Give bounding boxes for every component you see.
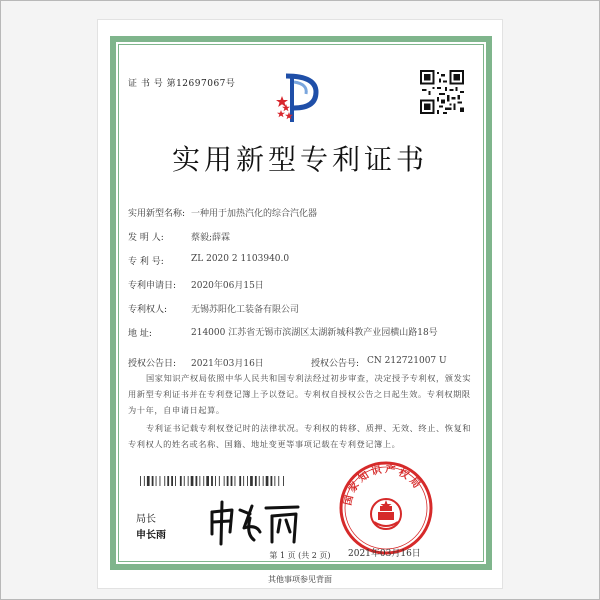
field-address bbox=[128, 326, 471, 340]
field-patentee bbox=[128, 302, 299, 315]
statement-paragraph: 国家知识产权局依照中华人民共和国专利法经过初步审查，决定授予专利权，颁发实用新型专利证书并在专利登记簿上予以登记。专利权自授权公告之日起生效。专利权期限为十年，自申请日起算。 bbox=[128, 373, 472, 415]
signatory-role: 局长 bbox=[136, 514, 156, 525]
cnipa-logo-icon bbox=[270, 70, 326, 126]
seal-text: 国家知识产权局 bbox=[342, 464, 424, 507]
field-value: ZL 2020 2 1103940.0 bbox=[191, 254, 290, 264]
field-patent-number bbox=[128, 254, 289, 267]
back-note: 其他事项参见背面 bbox=[268, 575, 332, 584]
field-value: 蔡毅;薛霖 bbox=[191, 233, 231, 243]
field-value: 无锡苏阳化工装备有限公司 bbox=[191, 305, 300, 315]
field-grant-info bbox=[128, 356, 447, 369]
page-indicator: 第 1 页 (共 2 页) bbox=[269, 551, 331, 560]
field-label: 专利申请日: bbox=[128, 281, 177, 291]
certificate-title: 实用新型专利证书 bbox=[171, 143, 428, 176]
field-label: 授权公告日: bbox=[128, 359, 177, 369]
field-label: 地 址: bbox=[128, 329, 152, 339]
seal-date: 2021年03月16日 bbox=[348, 549, 421, 559]
field-label: 专利权人: bbox=[128, 305, 168, 315]
field-value: 2020年06月15日 bbox=[191, 281, 264, 291]
field-value: 一种用于加热汽化的综合汽化器 bbox=[191, 209, 318, 219]
field-label: 实用新型名称: bbox=[128, 209, 186, 219]
field-filing-date bbox=[128, 278, 264, 291]
signatory-name: 申长雨 bbox=[136, 530, 166, 541]
field-label: 发 明 人: bbox=[128, 233, 164, 243]
field-utility-model-name bbox=[128, 206, 317, 219]
qr-code-icon bbox=[420, 70, 464, 114]
certificate-number: 证 书 号 第12697067号 bbox=[128, 79, 236, 89]
field-label: 授权公告号: bbox=[311, 359, 360, 369]
field-value: 2021年03月16日 bbox=[191, 359, 264, 369]
field-value: 214000 江苏省无锡市滨湖区太湖新城科教产业园横山路18号 bbox=[191, 328, 438, 338]
patent-certificate bbox=[98, 20, 502, 588]
handwritten-signature bbox=[206, 498, 304, 546]
field-value: CN 212721007 U bbox=[367, 356, 447, 366]
field-label: 专 利 号: bbox=[128, 257, 164, 267]
official-seal-icon bbox=[338, 460, 434, 556]
field-inventor bbox=[128, 230, 230, 243]
barcode-icon bbox=[140, 476, 288, 486]
statement-paragraph: 专利证书记载专利权登记时的法律状况。专利权的转移、质押、无效、终止、恢复和专利权人的姓名或名称、国籍、地址变更等事项记载在专利登记簿上。 bbox=[128, 423, 472, 449]
